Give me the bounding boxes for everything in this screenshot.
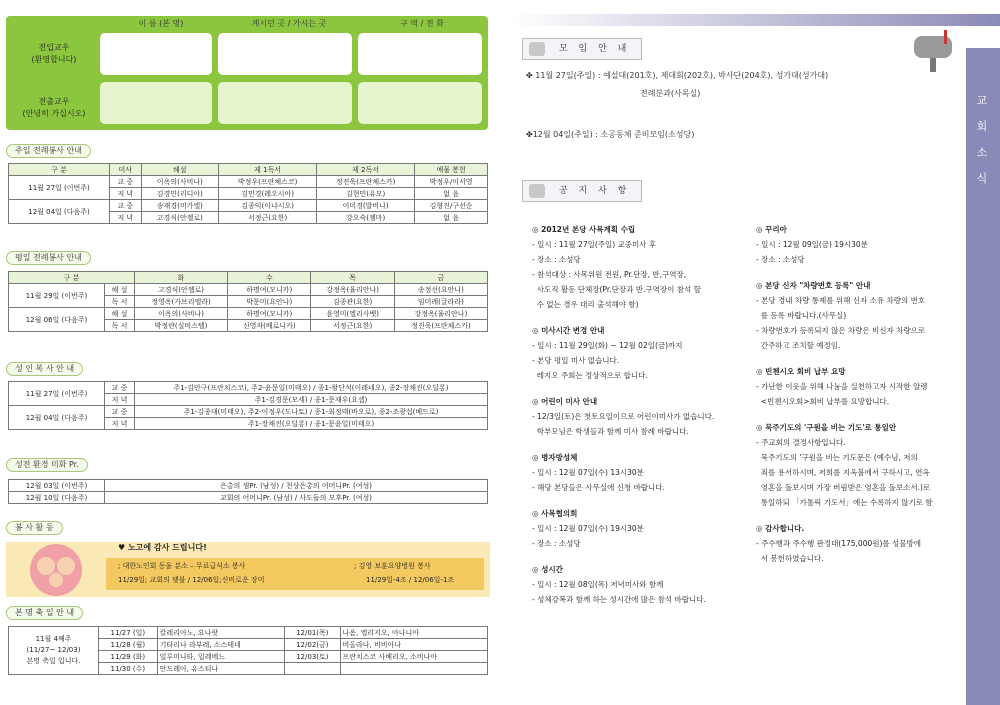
notice-item	[532, 323, 764, 383]
notice-heading: ◎ 2012년 본당 사목계획 수립	[532, 225, 636, 234]
notice-heading: ◎ 어린이 미사 안내	[532, 397, 598, 406]
notice-line: - 참석대상 : 사목위원 전원, Pr.단장, 반,구역장,	[532, 270, 687, 279]
notice-line: 수 없는 경우 대리 출석해야 함)	[532, 300, 639, 309]
notice-line: 를 등록 바랍니다.(사무실)	[756, 311, 847, 320]
notice-item	[532, 450, 764, 495]
notice-heading: ◎ 본당 신자 "차량번호 등록" 안내	[756, 281, 871, 290]
volunteer-box	[6, 542, 490, 597]
altar-table: 11월 27일 (이번주) 교 중 주1-김안구(프란치스코), 주2-윤문일(미태오) / 종1-왕단석(이레네오), 종2-장채진(오딜롱) 저 녁 주1-김경문(모세) / 종1-문재우(요셉) 12월 04일 (다음주) 교 중 주1-김종대(미태오), 주2-이정우(도나토) / 종1-최정태(바오로), 종2-조광섭(베드로) 저 녁 주1-장채진(오딜롱) / 종1-문윤일(미태오)	[8, 381, 488, 430]
notice-line: - 주교회의 결정사항입니다.	[756, 438, 846, 447]
activity-b-title: ; 김영 보훈요양병원 봉사	[354, 562, 431, 570]
in-label: 전입교우 (환영합니다)	[31, 43, 77, 64]
notice-line: - 본당 평일 미사 없습니다.	[532, 356, 620, 365]
meeting-line-1: ✤ 11월 27일(주일) : 예설대(201호), 제대회(202호), 박사단(204호), 성가대(성가대)	[526, 71, 829, 80]
notice-line: - 가난한 이웃을 위해 나눔을 실천하고자 시작한 알렝	[756, 382, 928, 391]
in-name-box	[100, 33, 212, 75]
notice-item	[532, 562, 764, 607]
notice-heading: ◎ 꾸리아	[756, 225, 787, 234]
top-gradient	[512, 14, 1000, 26]
notice-line: - 주수행과 주수행 판정대(175,000원)를 성물방에	[756, 539, 922, 548]
notice-line: 통일하되 「가톨릭 기도서」에는 수록하지 않기로 함	[756, 498, 933, 507]
notice-heading: ◎ 감사합니다.	[756, 524, 805, 533]
sunday-title: 주일 전례봉사 안내	[6, 144, 91, 158]
notice-line: - 차량번호가 등록되지 않은 차량은 비신자 차량으로	[756, 326, 926, 335]
thanks-text: ♥ 노고에 감사 드립니다!	[118, 543, 207, 552]
notice-item	[532, 394, 764, 439]
activity-a-title: ; 대한노인회 동울 분소 – 무료급식소 봉사	[118, 562, 246, 570]
notice-item	[756, 521, 966, 566]
feast-table: 11월 4째주 (11/27~ 12/03) 본명 축일 입니다. 11/27 (일) 칼레리아노, 요나랏 12/01(목) 나옴, 엘리지오, 아나니아 11/28 (월) 기타리나 라부레, 소스테네 12/02(금) 비올라나, 비비아나 11/29 (화) 일루미나타, 일레메느 12/03(토) 프란치스코 사베리오, 소비나아 11/30 (수) 안드레아, 유스티나	[8, 626, 488, 675]
notice-line: 레지오 주회는 정상적으로 합니다.	[532, 371, 648, 380]
out-name-box	[100, 82, 212, 124]
weekday-table: 구 분 화 수 목 금 11월 29일 (이번주) 해 설 고경식(안젤로) 하명여(모니카) 강정옥(율리안나) 송정선(요안나) 독 서 정영옥(가브리엘라) 박문미(요안나) 김종관(요한) 임미례(글라라) 12월 06일 (다음주) 해 설 이옥의(사비나) 하명여(모니카) 윤영미(엘리사벳) 강정옥(율리안나) 독 서 박정란(실비스텔) 신영자(베로니카) 서정근(요한) 정진욱(프란체스카)	[8, 271, 488, 332]
notice-line: - 장소 : 소성당	[532, 255, 581, 264]
notice-line: - 본당 경내 차량 통제를 위해 신자 소유 차량의 번호	[756, 296, 926, 305]
notice-line: - 일시 : 12월 07일(수) 19시30분	[532, 524, 644, 533]
welcoming-title: 성전 환경 미화 Pr.	[6, 458, 88, 472]
notice-line: - 해당 본당들은 사무실에 신청 바랍니다.	[532, 483, 665, 492]
notice-line: 영혼을 돌보시며 가장 버림받은 영혼을 돌보소서.)로	[756, 483, 931, 492]
notice-item	[756, 364, 966, 409]
altar-title: 성 인 복 사 안 내	[6, 362, 83, 376]
notice-line: - 장소 : 소성당	[532, 539, 581, 548]
notice-line: 간주하고 조치할 예정임.	[756, 341, 841, 350]
notice-line: - 12/3일(토)은 첫토요일이므로 어린이미사가 없습니다.	[532, 412, 715, 421]
notice-line: <빈첸시오회>회비 납부를 요망합니다.	[756, 397, 890, 406]
notice-item	[532, 506, 764, 551]
notice-line: 사도직 활동 단체장(Pr.단장과 반.구역장이 참석 할	[532, 285, 701, 294]
notice-heading: ◎ 빈첸시오 회비 납부 요망	[756, 367, 846, 376]
welcome-box	[6, 16, 488, 130]
notice-line: - 일시 : 12월 07일(수) 13시30분	[532, 468, 644, 477]
right-page	[512, 0, 1000, 705]
notice-item	[756, 222, 966, 267]
activity-a-detail: 11/29일; 교회의 탯불 / 12/06일;신비로운 장미	[118, 576, 265, 584]
header-name: 이 름 (본 명)	[138, 19, 184, 28]
notice-line: - 일시 : 11월 27일(주일) 교중미사 후	[532, 240, 657, 249]
notice-heading: ◎ 병자방성체	[532, 453, 578, 462]
notice-heading: ◎ 묵주기도의 '구원을 비는 기도'로 통일안	[756, 423, 897, 432]
meeting-title: 모 임 안 내	[522, 38, 642, 60]
notice-heading: ◎ 미사시간 변경 안내	[532, 326, 605, 335]
notice-line: - 장소 : 소성당	[756, 255, 805, 264]
in-place-box	[218, 33, 352, 75]
notice-heading: ◎ 사목협의회	[532, 509, 578, 518]
notice-line: 서 봉헌하였습니다.	[756, 554, 824, 563]
left-page	[0, 0, 495, 705]
sunday-table: 구 분 미사 해설 제 1독서 제 2독서 예물 봉헌 11월 27일 (이번주) 교 중 이옥의(사비나) 박정우(프란체스코) 정진욱(프란체스카) 박정우/이서영 저 녁 김경민(리디아) 김민경(레오시아) 김현민(유모) 없 음 12월 04일 (다음주) 교 중 송재경(미가엘) 김종익(이냐시오) 이미경(발비나) 김형진/구선순 저 녁 고경식(안젤로) 서정근(요한) 강오숙(젬마) 없 음	[8, 163, 488, 224]
notice-line: - 일시 : 12월 09일(금) 19시30분	[756, 240, 868, 249]
feast-title: 본 명 축 일 안 내	[6, 606, 83, 620]
notice-item	[532, 222, 764, 312]
notice-line: - 일시 : 12월 08일(목) 저녁미사와 함께	[532, 580, 664, 589]
notice-line: - 성체강복과 함께 하는 성시간에 많은 참석 바랍니다.	[532, 595, 706, 604]
out-contact-box	[358, 82, 482, 124]
side-title: 교회소식	[976, 94, 988, 185]
header-contact: 구 역 / 전 화	[400, 19, 444, 28]
notice-col-2	[756, 222, 966, 577]
notice-line: 묵주기도의 '구원을 비는 기도문은 (예수님, 저의	[756, 453, 918, 462]
notice-title: 공 지 사 항	[522, 180, 642, 202]
notice-item	[756, 420, 966, 510]
out-place-box	[218, 82, 352, 124]
meeting-line-2: ✤12월 04일(주일) : 소공동체 준비모임(소성당)	[526, 130, 695, 139]
holy-family-icon	[16, 540, 96, 598]
welcoming-table: 12월 03일 (이번주) 은총의 샘Pr. (남성) / 천상은총의 어머니Pr. (여성) 12월 10일 (다음주) 교회의 어머니Pr. (남성) / 사도들의 모후Pr. (여성)	[8, 479, 488, 504]
notice-item	[756, 278, 966, 353]
in-contact-box	[358, 33, 482, 75]
notice-line: 학부모님은 학생들과 함께 미사 참례 바랍니다.	[532, 427, 689, 436]
volunteer-title: 봉 사 활 동	[6, 521, 63, 535]
notice-col-1	[532, 222, 764, 618]
notice-line: - 일시 : 11월 29일(화) ~ 12월 02일(금)까지	[532, 341, 683, 350]
meeting-line-1b: 전례분과(사목실)	[640, 89, 701, 98]
header-place: 계시던 곳 / 가시는 곳	[251, 19, 327, 28]
weekday-title: 평일 전례봉사 안내	[6, 251, 91, 265]
out-label: 전출교우 (안녕히 가십시오)	[22, 97, 86, 118]
mailbox-icon	[904, 28, 962, 72]
notice-line: 죄를 용서하시며, 저희를 지옥불에서 구하시고, 연옥	[756, 468, 930, 477]
feast-week: 11월 4째주 (11/27~ 12/03) 본명 축일 입니다.	[9, 627, 99, 675]
activity-b-detail: 11/29일-4조 / 12/06일-1조	[366, 576, 455, 584]
notice-heading: ◎ 성시간	[532, 565, 563, 574]
